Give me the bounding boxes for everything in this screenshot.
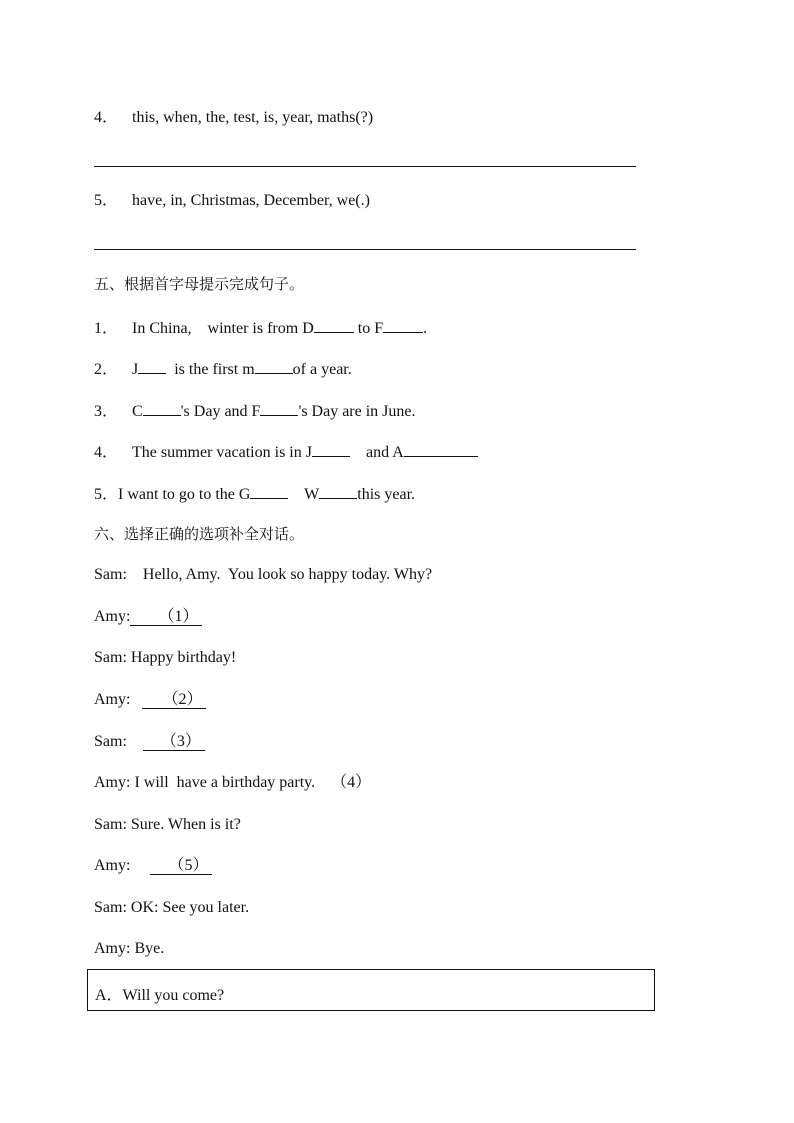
answer-blank[interactable]: （1） — [130, 608, 202, 626]
sentence-part: 's Day and F — [180, 403, 261, 420]
fill-blank[interactable] — [143, 399, 181, 416]
fill-blank[interactable] — [314, 316, 354, 333]
fill-blank[interactable] — [312, 440, 350, 457]
fill-blank[interactable] — [255, 357, 293, 374]
section-6-heading: 六、选择正确的选项补全对话。 — [94, 525, 305, 543]
sentence-part: is the first m — [166, 361, 255, 378]
question-4-item-5 — [94, 191, 370, 211]
dialogue-text: Sure. When is it? — [130, 816, 241, 833]
dialogue-line — [94, 732, 205, 752]
fill-blank[interactable] — [404, 440, 478, 457]
answer-blank[interactable]: （2） — [142, 691, 206, 709]
dialogue-line — [94, 939, 164, 959]
question-5-item-5 — [94, 482, 415, 505]
speaker: Sam: — [94, 816, 127, 833]
dialogue-text: Happy birthday! — [130, 649, 237, 666]
question-5-item-2 — [94, 357, 352, 380]
sentence-part: The summer vacation is in J — [132, 444, 312, 461]
fill-blank[interactable] — [383, 316, 423, 333]
sentence-part: 's Day are in June. — [298, 403, 416, 420]
speaker: Sam: — [94, 899, 127, 916]
fill-blank[interactable] — [250, 482, 288, 499]
options-box — [87, 969, 655, 1011]
speaker: Amy: — [94, 940, 131, 957]
option-a: A．Will you come? — [95, 987, 225, 1004]
item-words: this, when, the, test, is, year, maths(?) — [132, 109, 374, 126]
item-number: 2． — [94, 361, 119, 378]
item-number: 1． — [94, 320, 119, 337]
speaker: Amy: — [94, 857, 131, 874]
sentence-part: and A — [349, 444, 404, 461]
dialogue-line — [94, 648, 236, 668]
speaker: Amy: — [94, 608, 131, 625]
item-number: 4． — [94, 109, 119, 126]
speaker: Amy: — [94, 691, 131, 708]
question-5-item-4 — [94, 440, 478, 463]
fill-blank[interactable] — [319, 482, 357, 499]
sentence-part: In China, winter is from D — [132, 320, 314, 337]
item-words: have, in, Christmas, December, we(.) — [132, 192, 370, 209]
sentence-part: I want to go to the G — [118, 486, 251, 503]
sentence-part: this year. — [357, 486, 416, 503]
sentence-part: C — [132, 403, 143, 420]
sentence-part: to F — [353, 320, 384, 337]
dialogue-text: OK: See you later. — [130, 899, 250, 916]
dialogue-line — [94, 607, 202, 627]
item-number: 3． — [94, 403, 119, 420]
answer-line[interactable] — [94, 166, 636, 167]
section-5-heading: 五、根据首字母提示完成句子。 — [94, 275, 305, 293]
dialogue-text: Bye. — [134, 940, 165, 957]
question-5-item-1 — [94, 316, 427, 339]
question-4-item-4 — [94, 108, 373, 128]
item-number: 5． — [94, 192, 119, 209]
item-number: 4． — [94, 444, 119, 461]
question-5-item-3 — [94, 399, 416, 422]
sentence-part: of a year. — [292, 361, 352, 378]
dialogue-line — [94, 856, 212, 876]
fill-blank[interactable] — [260, 399, 298, 416]
fill-blank[interactable] — [138, 357, 166, 374]
dialogue-line — [94, 690, 206, 710]
dialogue-line — [94, 773, 371, 793]
answer-blank[interactable]: （5） — [150, 857, 212, 875]
speaker: Sam: — [94, 733, 127, 750]
blank-marker: （4） — [331, 774, 372, 791]
dialogue-text: I will have a birthday party. — [134, 774, 316, 791]
dialogue-line — [94, 898, 249, 918]
sentence-part: J — [132, 361, 139, 378]
sentence-part: W — [288, 486, 320, 503]
answer-line[interactable] — [94, 249, 636, 250]
speaker: Sam: — [94, 649, 127, 666]
speaker: Amy: — [94, 774, 131, 791]
dialogue-line — [94, 565, 432, 585]
item-number: 5． — [94, 486, 119, 503]
dialogue-text: Hello, Amy. You look so happy today. Why? — [142, 566, 433, 583]
dialogue-line — [94, 815, 241, 835]
answer-blank[interactable]: （3） — [143, 733, 205, 751]
sentence-part: . — [423, 320, 428, 337]
speaker: Sam: — [94, 566, 127, 583]
